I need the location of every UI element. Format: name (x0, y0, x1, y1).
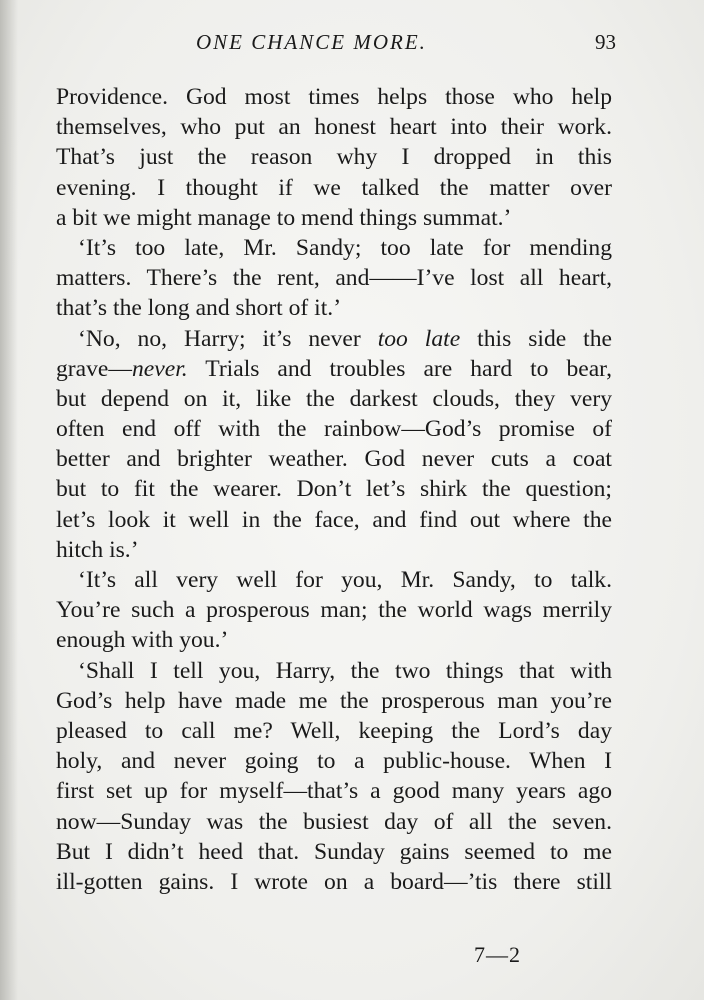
text-line: ‘Shall I tell you, Harry, the two things that with (78, 657, 612, 684)
emphasis-text: too late (377, 325, 461, 352)
body-text (56, 82, 612, 897)
emphasis-text: never. (132, 355, 188, 382)
text-line: But I didn’t heed that. Sunday gains seemed to me (56, 838, 612, 865)
text-line: but depend on it, like the darkest clouds, they very (56, 385, 612, 412)
text-line: a bit we might manage to mend things summat.’ (56, 204, 512, 231)
text-line: holy, and never going to a public-house. When I (56, 748, 612, 775)
text-line: evening. I thought if we talked the matter over (56, 174, 612, 201)
text-span: this side the (460, 325, 612, 352)
page-number: 93 (595, 30, 616, 54)
text-line: now—Sunday was the busiest day of all the seven. (56, 808, 612, 835)
text-line: You’re such a prosperous man; the world wags merrily (56, 597, 612, 624)
text-line: that’s the long and short of it.’ (56, 295, 342, 322)
text-span: ‘No, no, Harry; it’s never (78, 325, 378, 352)
text-line: God’s help have made me the prosperous man you’re (56, 687, 612, 714)
page-gutter-shadow (0, 0, 18, 1000)
running-head (56, 30, 616, 62)
signature-mark: 7—2 (474, 942, 521, 967)
text-line: pleased to call me? Well, keeping the Lord’s day (56, 717, 612, 744)
text-line: ill-gotten gains. I wrote on a board—’tis there still (56, 868, 612, 895)
text-line: ‘It’s too late, Mr. Sandy; too late for mending (78, 234, 612, 261)
running-title: ONE CHANCE MORE. (196, 30, 427, 54)
text-line (56, 324, 612, 354)
text-line: let’s look it well in the face, and find out where the (56, 506, 612, 533)
text-span: grave— (56, 355, 132, 382)
text-line: first set up for myself—that’s a good many years ago (56, 778, 612, 805)
text-line: Providence. God most times helps those who help (56, 84, 612, 110)
text-span: Trials and troubles are hard to bear, (187, 355, 612, 382)
text-line: matters. There’s the rent, and——I’ve lost all heart, (56, 265, 612, 292)
text-line: themselves, who put an honest heart into their work. (56, 114, 612, 141)
text-line: better and brighter weather. God never cuts a coat (56, 446, 612, 473)
text-line: hitch is.’ (56, 536, 139, 563)
text-line: That’s just the reason why I dropped in this (56, 144, 612, 171)
text-line: often end off with the rainbow—God’s promise of (56, 416, 612, 443)
text-line: ‘It’s all very well for you, Mr. Sandy, to talk. (78, 567, 612, 593)
text-line: but to fit the wearer. Don’t let’s shirk the question; (56, 476, 612, 503)
text-line: enough with you.’ (56, 627, 229, 654)
text-line (56, 354, 612, 384)
